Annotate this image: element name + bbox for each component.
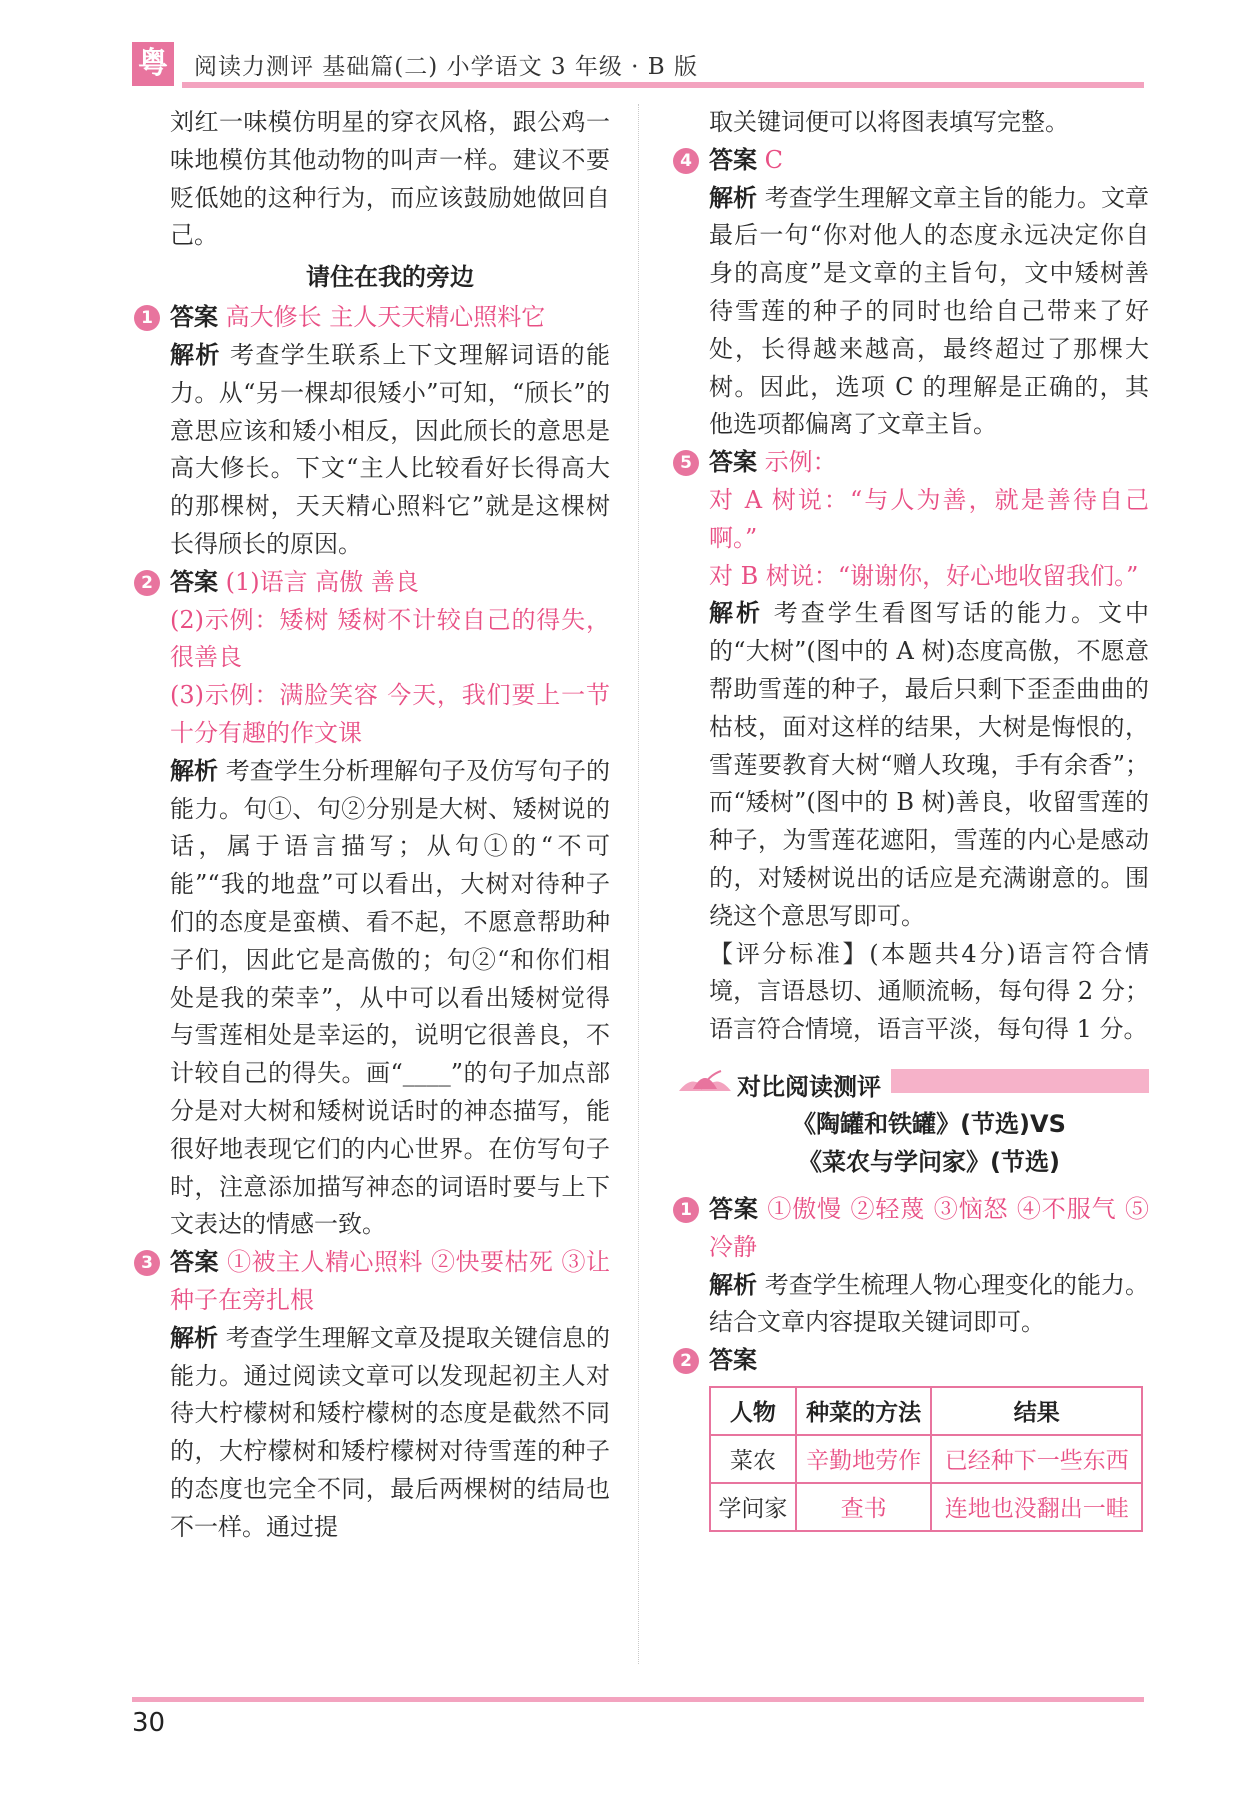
analysis-label: 解析 — [709, 1270, 758, 1299]
right-column — [680, 104, 1150, 1532]
answer-label: 答案 — [709, 1346, 757, 1375]
header-title: 阅读力测评 基础篇(二) 小学语文 3 年级 · B 版 — [194, 54, 698, 80]
question-5 — [680, 444, 1149, 1049]
table-header-row — [710, 1387, 1142, 1435]
analysis-text: 考查学生分析理解句子及仿写句子的能力。句①、句②分别是大树、矮树说的话，属于语言描写；从句①的“不可能”“我的地盘”可以看出，大树对待种子们的态度是蛮横、看不起，不愿意帮助种子们，因此它是高傲的；句②“和你们相处是我的荣幸”，从中可以看出矮树觉得与雪莲相处是幸运的，说明它很善良，不计较自己的得失。画“____”的句子加点部分是对大树和矮树说话时的神态描写，能很好地表现它们的内心世界。在仿写句子时，注意添加描写神态的词语时要与上下文表达的情感一致。 — [170, 756, 611, 1239]
answer-text: ①被主人精心照料 ②快要枯死 ③让种子在旁扎根 — [170, 1248, 610, 1314]
answer-text: (2)示例：矮树 矮树不计较自己的得失，很善良 — [170, 605, 610, 672]
table-header-cell: 种菜的方法 — [796, 1387, 932, 1435]
analysis-label: 解析 — [170, 340, 221, 369]
answer-table — [709, 1386, 1143, 1532]
analysis-paragraph — [709, 595, 1149, 935]
scoring-criteria: 【评分标准】(本题共4分)语言符合情境，言语恳切、通顺流畅，每句得 2 分；语言符合情境，语言平淡，每句得 1 分。 — [709, 939, 1149, 1044]
analysis-paragraph — [709, 1267, 1149, 1343]
table-cell: 已经种下一些东西 — [931, 1435, 1142, 1483]
article-title-line-2: 《菜农与学问家》(节选) — [798, 1147, 1060, 1176]
analysis-paragraph — [709, 180, 1149, 445]
compare-question-2 — [680, 1342, 1149, 1532]
answer-line — [709, 142, 1149, 180]
answer-label: 答案 — [709, 448, 757, 477]
question-number-badge: 2 — [673, 1348, 699, 1374]
question-2 — [141, 564, 611, 1244]
analysis-text: 考查学生联系上下文理解词语的能力。从“另一棵却很矮小”可知，“颀长”的意思应该和矮小相反，因此颀长的意思是高大修长。下文“主人比较看好长得高大的那棵树，天天精心照料它”就是这棵树长得颀长的原因。 — [170, 340, 610, 558]
band-bar — [891, 1069, 1149, 1093]
answer-text: (3)示例：满脸笑容 今天，我们要上一节十分有趣的作文课 — [170, 681, 610, 747]
table-cell: 学问家 — [710, 1483, 796, 1531]
compare-question-1 — [680, 1191, 1150, 1342]
section-band — [675, 1063, 1149, 1099]
answer-line — [709, 1342, 1149, 1380]
answer-line — [709, 1191, 1149, 1267]
left-column — [141, 104, 611, 1546]
analysis-label: 解析 — [709, 183, 758, 212]
question-number-badge: 1 — [673, 1197, 699, 1223]
table-cell: 辛勤地劳作 — [796, 1435, 932, 1483]
analysis-label: 解析 — [170, 1323, 219, 1352]
answer-text: C — [764, 145, 784, 174]
answer-label: 答案 — [170, 567, 218, 596]
question-number-badge: 3 — [134, 1250, 160, 1276]
analysis-paragraph — [170, 337, 610, 564]
section-title: 请住在我的旁边 — [306, 263, 474, 292]
answer-text: (1)语言 高傲 善良 — [225, 567, 419, 596]
table-row — [710, 1483, 1142, 1531]
band-title: 对比阅读测评 — [737, 1072, 881, 1101]
answer-text: ①傲慢 ②轻蔑 ③恼怒 ④不服气 ⑤冷静 — [709, 1194, 1150, 1261]
header-rule — [182, 82, 1144, 88]
analysis-text: 考查学生看图写话的能力。文中的“大树”(图中的 A 树)态度高傲，不愿意帮助雪莲的种子，最后只剩下歪歪曲曲的枯枝，面对这样的结果，大树是悔恨的，雪莲要教育大树“赠人玫瑰，手有余香”；而“矮树”(图中的 B 树)善良，收留雪莲的种子，为雪莲花遮阳，雪莲的内心是感动的，对矮树说出的话应是充满谢意的。围绕这个意思写即可。 — [709, 599, 1149, 930]
question-4 — [680, 142, 1150, 444]
question-3 — [141, 1244, 611, 1546]
analysis-label: 解析 — [170, 756, 219, 785]
table-cell: 查书 — [796, 1483, 932, 1531]
analysis-paragraph — [170, 1320, 610, 1547]
lotus-decoration-icon — [675, 1065, 735, 1097]
table-cell: 连地也没翻出一畦 — [931, 1483, 1142, 1531]
table-header-cell: 结果 — [931, 1387, 1142, 1435]
answer-label: 答案 — [709, 145, 757, 174]
question-1 — [141, 299, 610, 564]
continued-paragraph: 取关键词便可以将图表填写完整。 — [709, 108, 1069, 136]
table-header-cell: 人物 — [710, 1387, 796, 1435]
analysis-paragraph — [170, 753, 610, 1244]
analysis-label: 解析 — [709, 599, 764, 628]
answer-text: 示例： — [764, 448, 837, 477]
answer-line — [170, 299, 610, 337]
series-logo: 粤 — [132, 42, 174, 86]
question-number-badge: 4 — [673, 148, 699, 174]
question-number-badge: 1 — [134, 305, 160, 331]
answer-line — [709, 444, 1149, 482]
page-header — [132, 38, 1144, 90]
article-title-line-1: 《陶罐和铁罐》(节选)VS — [792, 1109, 1066, 1138]
answer-text: 对 A 树说：“与人为善，就是善待自己啊。” — [709, 485, 1149, 552]
answer-label: 答案 — [170, 303, 218, 332]
answer-label: 答案 — [170, 1248, 219, 1277]
answer-line — [170, 564, 610, 602]
table-row — [710, 1435, 1142, 1483]
question-number-badge: 5 — [673, 450, 699, 476]
intro-paragraph: 刘红一味模仿明星的穿衣风格，跟公鸡一味地模仿其他动物的叫声一样。建议不要贬低她的这种行为，而应该鼓励她做回自己。 — [170, 108, 610, 250]
answer-text: 对 B 树说：“谢谢你，好心地收留我们。” — [709, 561, 1139, 590]
analysis-text: 考查学生理解文章主旨的能力。文章最后一句“你对他人的态度永远决定你自身的高度”是文章的主旨句，文中矮树善待雪莲的种子的同时也给自己带来了好处，长得越来越高，最终超过了那棵大树。因此，选项 C 的理解是正确的，其他选项都偏离了文章主旨。 — [709, 183, 1150, 439]
page-number: 30 — [132, 1708, 166, 1738]
question-number-badge: 2 — [134, 570, 160, 596]
footer-rule — [132, 1697, 1144, 1702]
analysis-text: 考查学生理解文章及提取关键信息的能力。通过阅读文章可以发现起初主人对待大柠檬树和矮柠檬树的态度是截然不同的，大柠檬树和矮柠檬树对待雪莲的种子的态度也完全不同，最后两棵树的结局也不一样。通过提 — [170, 1323, 611, 1541]
answer-line — [170, 1244, 610, 1320]
analysis-text: 考查学生梳理人物心理变化的能力。结合文章内容提取关键词即可。 — [709, 1270, 1150, 1337]
table-cell: 菜农 — [710, 1435, 796, 1483]
answer-text: 高大修长 主人天天精心照料它 — [225, 303, 546, 332]
answer-label: 答案 — [709, 1194, 759, 1223]
column-divider — [638, 104, 639, 1664]
